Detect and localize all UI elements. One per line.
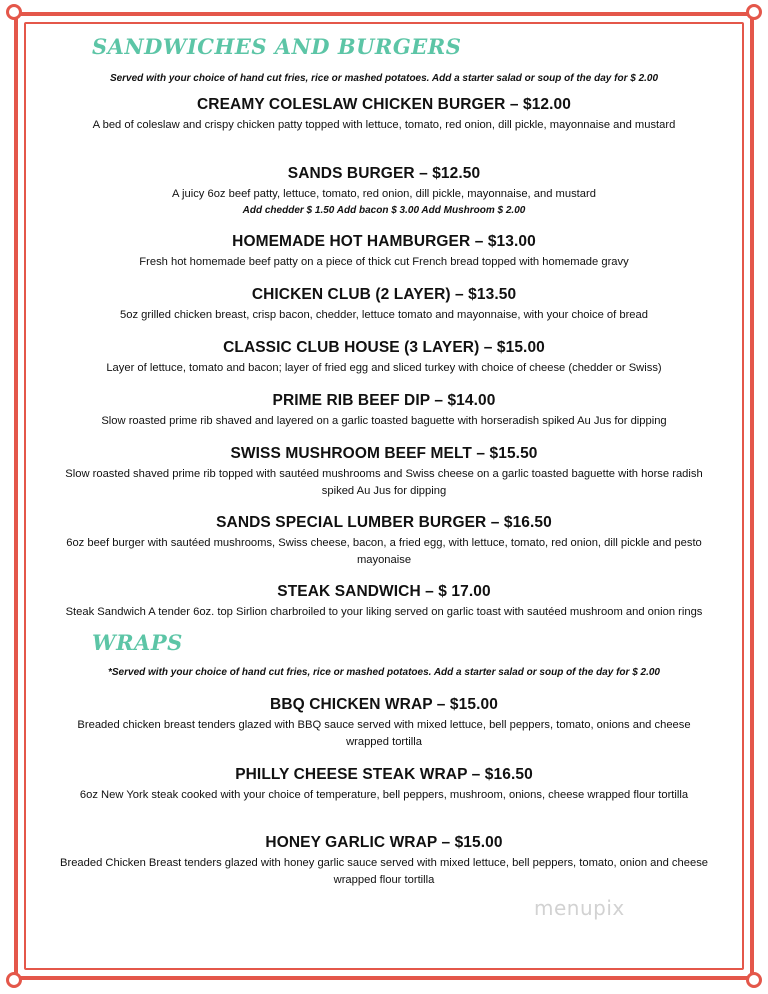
menu-item-description: Slow roasted prime rib shaved and layered on a garlic toasted baguette with horseradish spiked Au Jus for dipping xyxy=(101,415,667,427)
menu-item-description: Slow roasted shaved prime rib topped with sautéed mushrooms and Swiss cheese on a garlic toasted baguette with horse radish spiked Au Jus for dipping xyxy=(65,468,703,497)
menu-item xyxy=(60,834,708,889)
menu-item-addons: Add chedder $ 1.50 Add bacon $ 3.00 Add Mushroom $ 2.00 xyxy=(242,205,526,216)
menu-item-name: HOMEMADE HOT HAMBURGER – $13.00 xyxy=(232,233,536,250)
menu-item-name: SWISS MUSHROOM BEEF MELT – $15.50 xyxy=(230,445,538,462)
corner-ornament-icon xyxy=(746,972,762,988)
menu-item-name: CREAMY COLESLAW CHICKEN BURGER – $12.00 xyxy=(197,96,571,113)
menu-item-name: CHICKEN CLUB (2 LAYER) – $13.50 xyxy=(251,286,517,303)
menu-item-description: A juicy 6oz beef patty, lettuce, tomato, red onion, dill pickle, mayonnaise, and mustard xyxy=(172,188,596,200)
menu-item-description: 5oz grilled chicken breast, crisp bacon, chedder, lettuce tomato and mayonnaise, with your choice of bread xyxy=(120,309,648,321)
corner-ornament-icon xyxy=(746,4,762,20)
corner-ornament-icon xyxy=(6,4,22,20)
menu-item-description: Breaded chicken breast tenders glazed with BBQ sauce served with mixed lettuce, bell peppers, tomato, onions and cheese wrapped tortilla xyxy=(77,719,691,748)
section-title-sandwiches: SANDWICHES AND BURGERS xyxy=(92,34,462,59)
menu-item xyxy=(60,392,708,430)
watermark-logo: menupix xyxy=(534,896,625,920)
menu-item-name: BBQ CHICKEN WRAP – $15.00 xyxy=(270,696,498,713)
menu-item xyxy=(60,583,708,621)
menu-item-description: Fresh hot homemade beef patty on a piece of thick cut French bread topped with homemade gravy xyxy=(139,256,629,268)
menu-item-description: Layer of lettuce, tomato and bacon; layer of fried egg and sliced turkey with choice of cheese (chedder or Swiss) xyxy=(106,362,662,374)
menu-item-name: PRIME RIB BEEF DIP – $14.00 xyxy=(272,392,496,409)
menu-item-description: A bed of coleslaw and crispy chicken patty topped with lettuce, tomato, red onion, dill pickle, mayonnaise and mustard xyxy=(92,119,676,131)
menu-item xyxy=(60,445,708,500)
menu-item-description: 6oz New York steak cooked with your choice of temperature, bell peppers, mushroom, onions, cheese wrapped flour tortilla xyxy=(79,789,689,801)
menu-item-name: PHILLY CHEESE STEAK WRAP – $16.50 xyxy=(235,766,533,783)
menu-item-name: SANDS SPECIAL LUMBER BURGER – $16.50 xyxy=(216,514,552,531)
section-title-wraps: WRAPS xyxy=(92,630,183,655)
section-intro-wraps: *Served with your choice of hand cut fries, rice or mashed potatoes. Add a starter salad or soup of the day for $ 2.00 xyxy=(108,667,660,678)
menu-item xyxy=(60,514,708,569)
menu-item xyxy=(60,339,708,377)
menu-item xyxy=(60,766,708,804)
menu-item-name: SANDS BURGER – $12.50 xyxy=(287,165,481,182)
menu-item xyxy=(60,96,708,134)
menu-item-name: HONEY GARLIC WRAP – $15.00 xyxy=(265,834,503,851)
menu-item-description: 6oz beef burger with sautéed mushrooms, Swiss cheese, bacon, a fried egg, with lettuce, tomato, red onion, dill pickle and pesto mayonaise xyxy=(66,537,702,566)
menu-item xyxy=(60,696,708,751)
section-intro-sandwiches: Served with your choice of hand cut fries, rice or mashed potatoes. Add a starter salad or soup of the day for $ 2.00 xyxy=(109,73,659,84)
menu-item-name: CLASSIC CLUB HOUSE (3 LAYER) – $15.00 xyxy=(223,339,545,356)
menu-item xyxy=(60,286,708,324)
menu-item-description: Breaded Chicken Breast tenders glazed with honey garlic sauce served with mixed lettuce, bell peppers, tomato, onion and cheese wrapped flour tortilla xyxy=(60,857,709,886)
menu-item-description: Steak Sandwich A tender 6oz. top Sirlion charbroiled to your liking served on garlic toast with sautéed mushroom and onion rings xyxy=(65,606,703,618)
menu-item-name: STEAK SANDWICH – $ 17.00 xyxy=(277,583,491,600)
corner-ornament-icon xyxy=(6,972,22,988)
menu-item xyxy=(60,233,708,271)
menu-item xyxy=(60,165,708,218)
